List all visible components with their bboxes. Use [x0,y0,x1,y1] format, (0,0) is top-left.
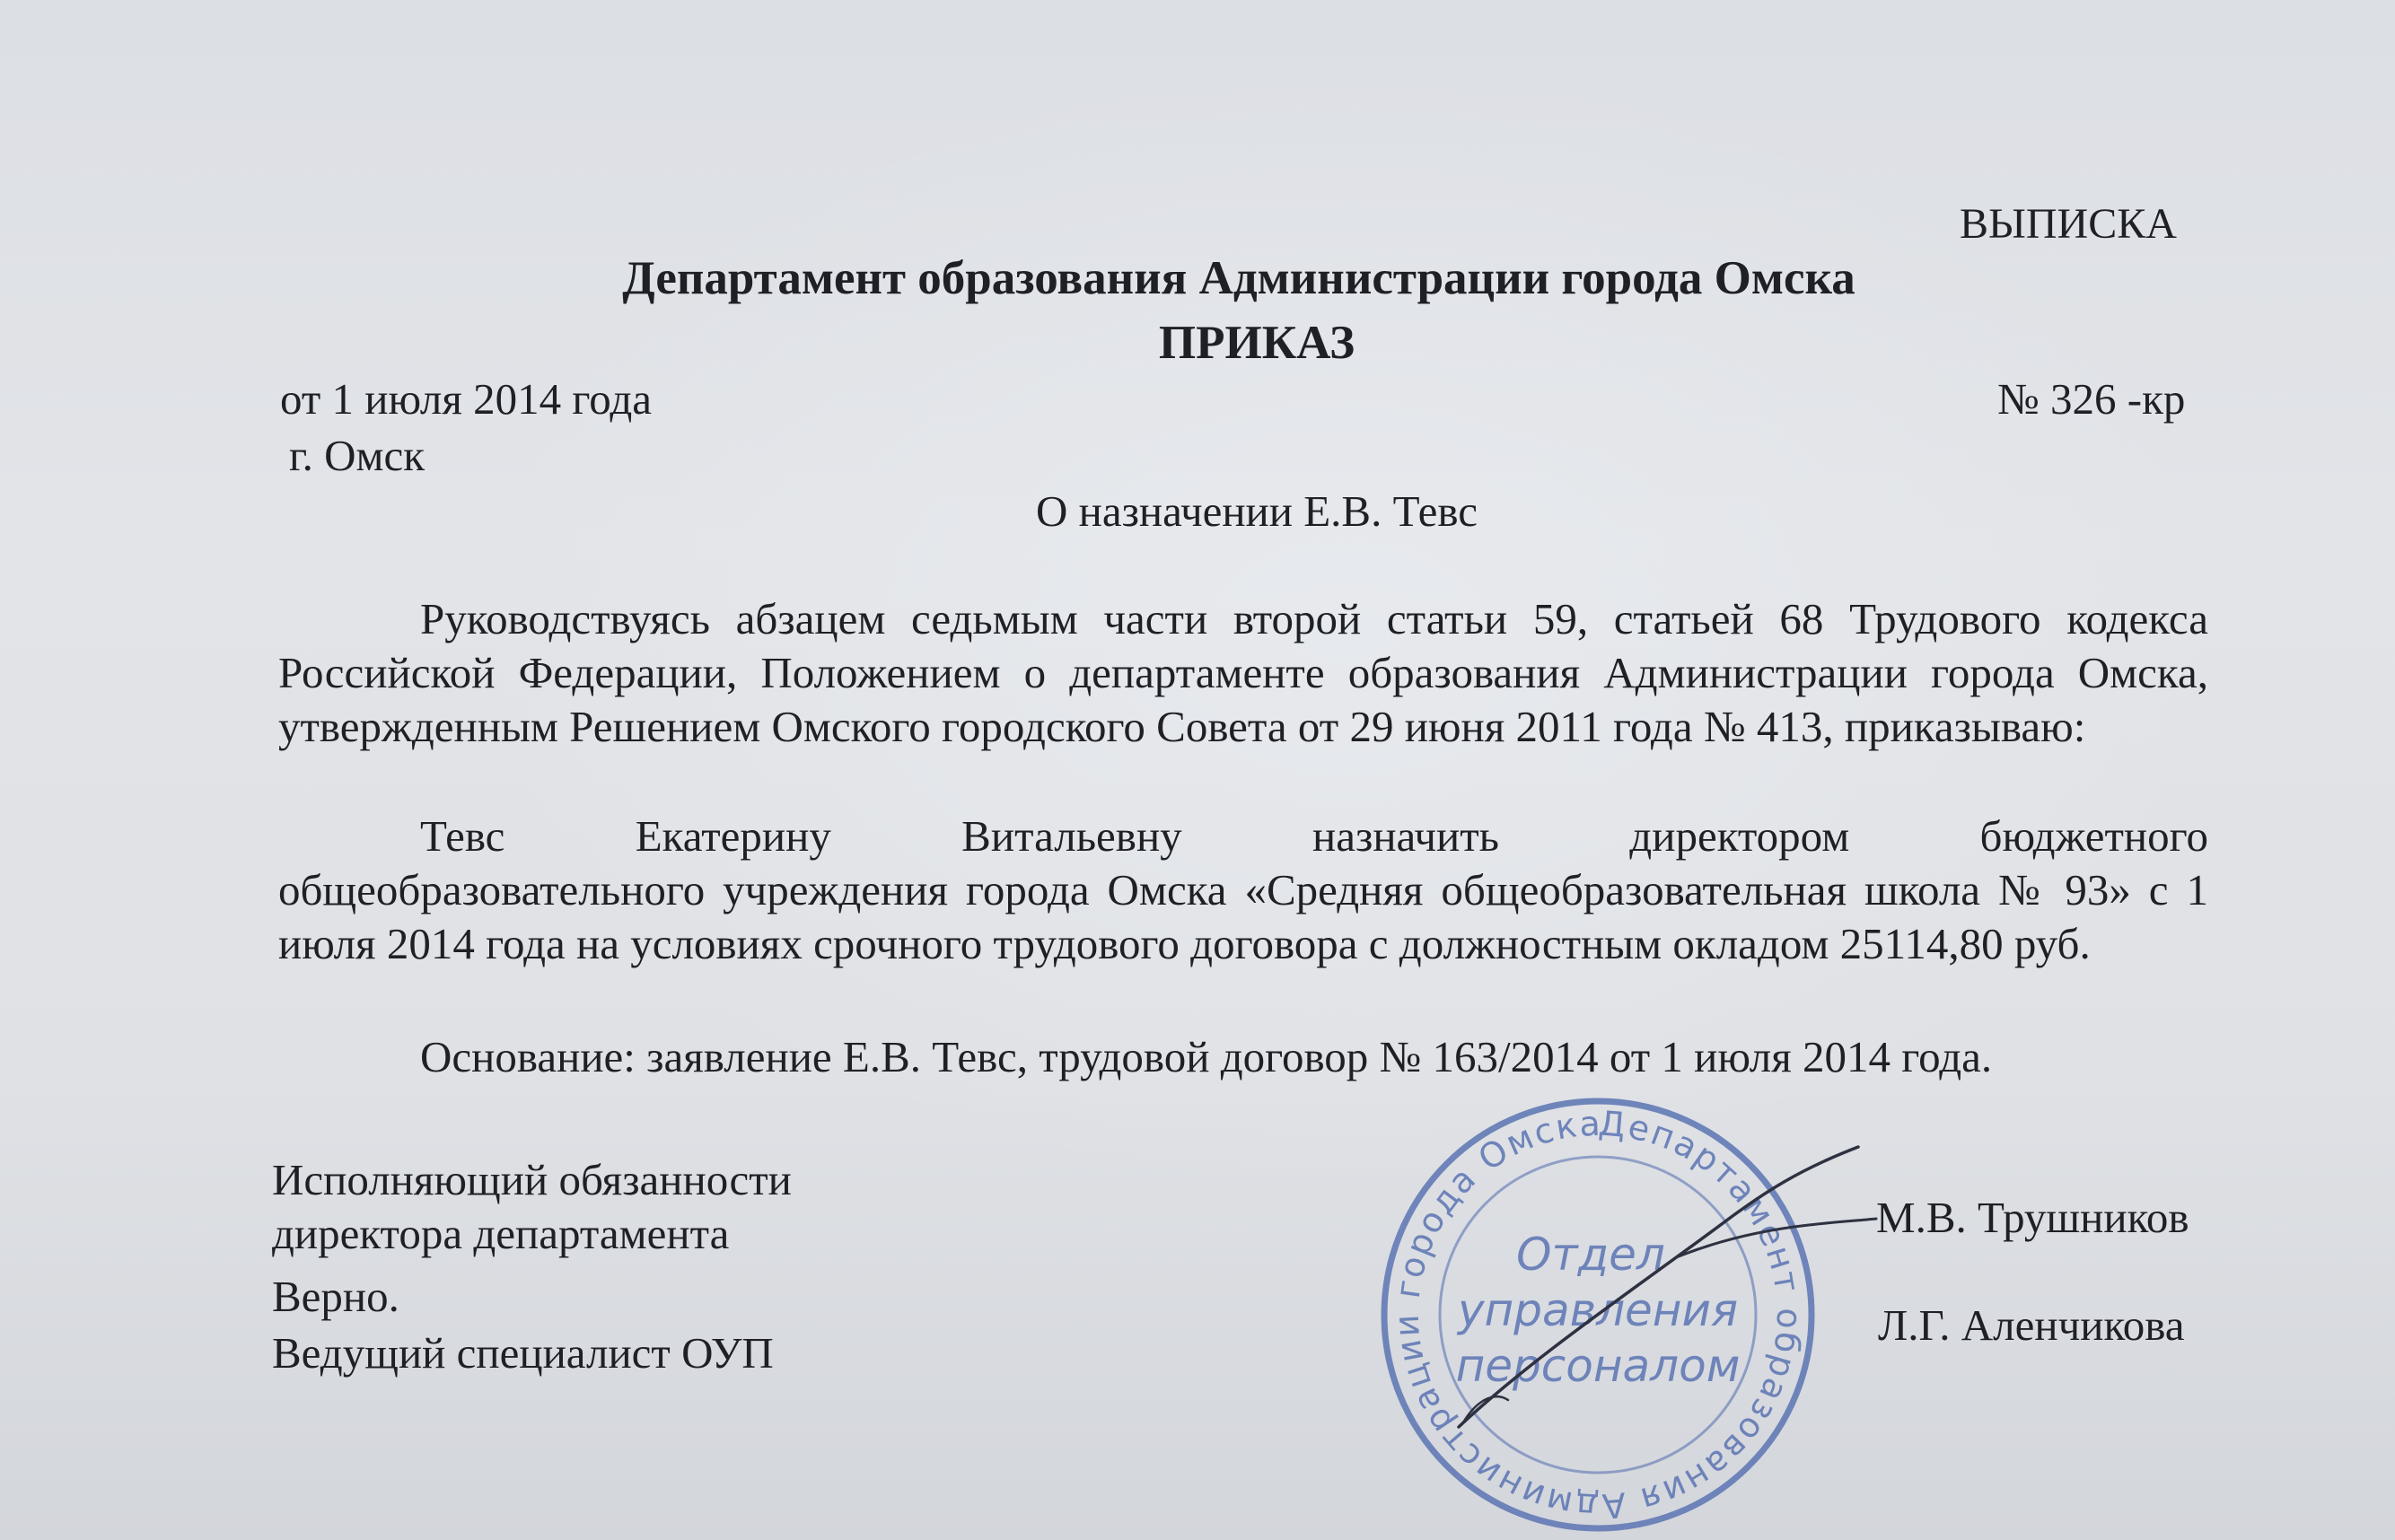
order-title: ПРИКАЗ [1158,317,1355,369]
stamp-ring-text: Департамент образования Администрации города Омска [1386,1103,1810,1527]
extract-marker: ВЫПИСКА [1960,200,2177,248]
department-heading: Департамент образования Администрации города Омска [622,252,1855,304]
stamp-center-line2: управления [1457,1284,1739,1336]
verified-note: Верно. [272,1272,399,1321]
order-subject: О назначении Е.В. Тевс [1035,486,1478,536]
specialist-name: Л.Г. Аленчикова [1878,1300,2185,1350]
paragraph-appointment-line1: Тевс Екатерину Витальевну назначить директором бюджетного [420,811,2208,861]
stamp-center-line3: персоналом [1455,1340,1741,1392]
signatory-role-line1: Исполняющий обязанности [272,1155,792,1204]
handwritten-signature [1409,1131,1912,1472]
stamp-center-line1: Отдел [1516,1229,1665,1281]
specialist-role: Ведущий специалист ОУП [272,1328,774,1378]
order-city: г. Омск [289,431,425,480]
order-number: № 326 -кр [1997,374,2186,424]
paragraph-grounds: Основание: заявление Е.В. Тевс, трудовой договор № 163/2014 от 1 июля 2014 года. [420,1032,1993,1081]
order-date: от 1 июля 2014 года [280,374,653,424]
paragraph-appointment-body: общеобразовательного учреждения города Омска «Средняя общеобразовательная школа № 93» с 1 июля 2014 года на условиях срочного трудового договора с должностным окладом 25114,80 руб. [278,865,2208,968]
signatory-role-line2: директора департамента [272,1209,730,1258]
paragraph-legal-basis: Руководствуясь абзацем седьмым части второй статьи 59, статьей 68 Трудового кодекса Российской Федерации, Положением о департаменте образования Администрации города Омска, утвержденным Решением Омского городского Совета от 29 июня 2011 года № 413, приказываю: [278,594,2208,751]
signatory-name: М.В. Трушников [1876,1193,2189,1242]
